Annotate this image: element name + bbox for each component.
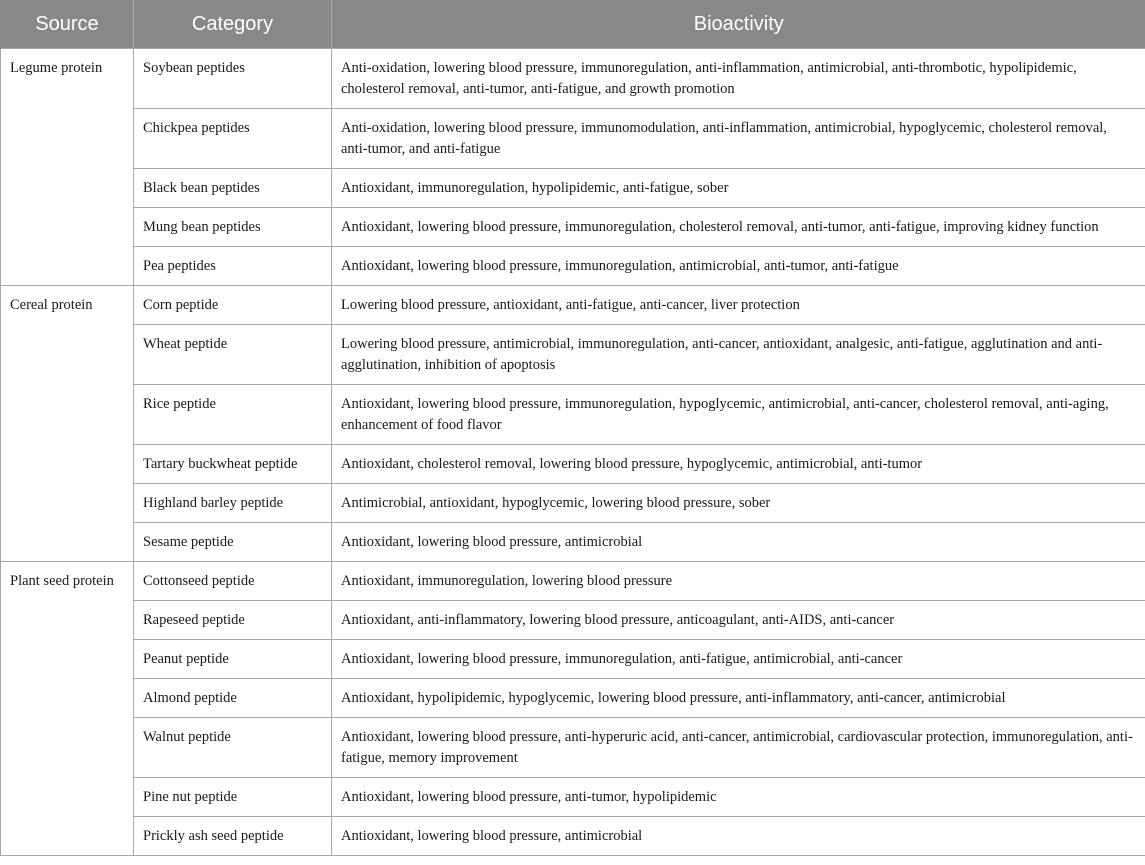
category-cell: Tartary buckwheat peptide: [134, 445, 332, 484]
category-cell: Chickpea peptides: [134, 109, 332, 169]
category-cell: Highland barley peptide: [134, 484, 332, 523]
bioactivity-cell: Antioxidant, lowering blood pressure, immunoregulation, antimicrobial, anti-tumor, anti-fatigue: [332, 247, 1145, 286]
bioactivity-cell: Antioxidant, lowering blood pressure, immunoregulation, cholesterol removal, anti-tumor, anti-fatigue, improving kidney function: [332, 208, 1145, 247]
bioactivity-cell: Antioxidant, anti-inflammatory, lowering blood pressure, anticoagulant, anti-AIDS, anti-cancer: [332, 601, 1145, 640]
table-row: [1, 817, 1145, 856]
bioactivity-cell: Antioxidant, lowering blood pressure, antimicrobial: [332, 817, 1145, 856]
bioactivity-cell: Antioxidant, lowering blood pressure, antimicrobial: [332, 523, 1145, 562]
table-row: [1, 523, 1145, 562]
table-body: [1, 49, 1145, 856]
bioactivity-cell: Anti-oxidation, lowering blood pressure, immunomodulation, anti-inflammation, antimicrobial, hypoglycemic, cholesterol removal, anti-tumor, and anti-fatigue: [332, 109, 1145, 169]
table-row: [1, 286, 1145, 325]
table-row: [1, 49, 1145, 109]
header-category: Category: [134, 0, 332, 49]
table-row: [1, 718, 1145, 778]
table-row: [1, 385, 1145, 445]
bioactivity-cell: Antioxidant, lowering blood pressure, anti-tumor, hypolipidemic: [332, 778, 1145, 817]
bioactivity-cell: Lowering blood pressure, antimicrobial, immunoregulation, anti-cancer, antioxidant, analgesic, anti-fatigue, agglutination and anti-agglutination, inhibition of apoptosis: [332, 325, 1145, 385]
table-row: [1, 484, 1145, 523]
category-cell: Peanut peptide: [134, 640, 332, 679]
bioactivity-cell: Antioxidant, immunoregulation, lowering blood pressure: [332, 562, 1145, 601]
bioactivity-cell: Antioxidant, lowering blood pressure, immunoregulation, hypoglycemic, antimicrobial, anti-cancer, cholesterol removal, anti-aging, enhancement of food flavor: [332, 385, 1145, 445]
category-cell: Wheat peptide: [134, 325, 332, 385]
table-row: [1, 325, 1145, 385]
source-cell: Cereal protein: [1, 286, 134, 562]
table-row: [1, 640, 1145, 679]
table-row: [1, 601, 1145, 640]
bioactivity-cell: Antioxidant, lowering blood pressure, immunoregulation, anti-fatigue, antimicrobial, anti-cancer: [332, 640, 1145, 679]
category-cell: Cottonseed peptide: [134, 562, 332, 601]
bioactivity-cell: Antioxidant, immunoregulation, hypolipidemic, anti-fatigue, sober: [332, 169, 1145, 208]
bioactivity-cell: Anti-oxidation, lowering blood pressure, immunoregulation, anti-inflammation, antimicrobial, anti-thrombotic, hypolipidemic, cholesterol removal, anti-tumor, anti-fatigue, and growth promotion: [332, 49, 1145, 109]
table-row: [1, 445, 1145, 484]
category-cell: Pea peptides: [134, 247, 332, 286]
source-cell: Plant seed protein: [1, 562, 134, 856]
category-cell: Rice peptide: [134, 385, 332, 445]
table-row: [1, 679, 1145, 718]
header-row: [1, 0, 1145, 49]
table-row: [1, 562, 1145, 601]
bioactivity-cell: Lowering blood pressure, antioxidant, anti-fatigue, anti-cancer, liver protection: [332, 286, 1145, 325]
category-cell: Almond peptide: [134, 679, 332, 718]
bioactivity-cell: Antimicrobial, antioxidant, hypoglycemic, lowering blood pressure, sober: [332, 484, 1145, 523]
bioactivity-cell: Antioxidant, hypolipidemic, hypoglycemic, lowering blood pressure, anti-inflammatory, anti-cancer, antimicrobial: [332, 679, 1145, 718]
category-cell: Rapeseed peptide: [134, 601, 332, 640]
category-cell: Walnut peptide: [134, 718, 332, 778]
bioactivity-cell: Antioxidant, lowering blood pressure, anti-hyperuric acid, anti-cancer, antimicrobial, cardiovascular protection, immunoregulation, anti-fatigue, memory improvement: [332, 718, 1145, 778]
table-row: [1, 169, 1145, 208]
source-cell: Legume protein: [1, 49, 134, 286]
table-header: [1, 0, 1145, 49]
header-bioactivity: Bioactivity: [332, 0, 1145, 49]
bioactivity-cell: Antioxidant, cholesterol removal, lowering blood pressure, hypoglycemic, antimicrobial, anti-tumor: [332, 445, 1145, 484]
header-source: Source: [1, 0, 134, 49]
category-cell: Prickly ash seed peptide: [134, 817, 332, 856]
category-cell: Pine nut peptide: [134, 778, 332, 817]
category-cell: Mung bean peptides: [134, 208, 332, 247]
category-cell: Black bean peptides: [134, 169, 332, 208]
category-cell: Corn peptide: [134, 286, 332, 325]
category-cell: Soybean peptides: [134, 49, 332, 109]
table-row: [1, 778, 1145, 817]
category-cell: Sesame peptide: [134, 523, 332, 562]
table-row: [1, 109, 1145, 169]
table-row: [1, 208, 1145, 247]
table-row: [1, 247, 1145, 286]
